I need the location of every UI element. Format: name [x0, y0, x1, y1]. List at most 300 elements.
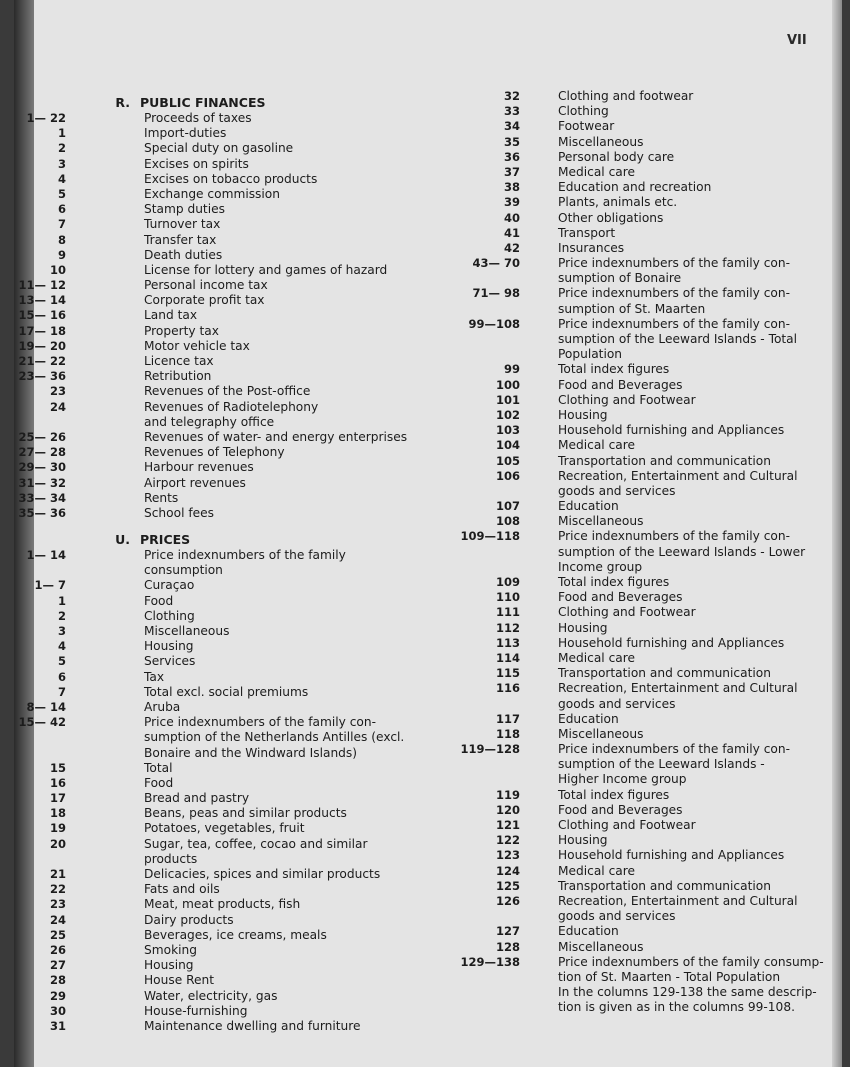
item-description: Insurances — [558, 240, 625, 255]
item-description: Housing — [558, 407, 608, 422]
item-description: Revenues of the Post-office — [144, 384, 311, 399]
column-number: 11— 12 — [18, 278, 66, 293]
list-item — [450, 742, 830, 757]
column-number: 24 — [49, 912, 66, 927]
column-number: 15 — [49, 760, 66, 775]
column-number: 112 — [495, 620, 520, 635]
item-description: Price indexnumbers of the family con- — [558, 529, 791, 544]
list-item — [14, 973, 434, 988]
item-description: tion of St. Maarten - Total Population — [558, 969, 781, 984]
column-number: 35— 36 — [18, 505, 66, 520]
list-item — [14, 278, 434, 293]
list-item — [450, 423, 830, 438]
list-item — [14, 157, 434, 172]
column-number: 23 — [49, 897, 66, 912]
column-number: 99—108 — [468, 316, 520, 331]
list-item — [14, 776, 434, 791]
item-description: Retribution — [144, 369, 212, 384]
item-description: Clothing — [558, 104, 609, 119]
item-description: House Rent — [144, 973, 214, 988]
column-number: 24 — [49, 399, 66, 414]
item-description: Education and recreation — [558, 180, 712, 195]
item-description: Dairy products — [144, 912, 234, 927]
list-item — [450, 909, 830, 924]
item-description: Clothing and Footwear — [558, 392, 696, 407]
column-number: 18 — [49, 806, 66, 821]
list-item — [14, 141, 434, 156]
column-number: 121 — [495, 818, 520, 832]
item-description: Food — [144, 775, 174, 790]
column-number: 13— 14 — [18, 293, 66, 308]
list-item — [450, 286, 830, 301]
item-description: Water, electricity, gas — [144, 988, 278, 1003]
list-item — [450, 864, 830, 879]
column-number: 40 — [503, 210, 520, 225]
column-number: 20 — [49, 836, 66, 851]
column-number: 26 — [49, 942, 66, 957]
item-description: goods and services — [558, 696, 676, 711]
list-item — [14, 263, 434, 278]
item-description: sumption of Bonaire — [558, 271, 682, 286]
column-number: 36 — [503, 149, 520, 164]
column-number: 25 — [49, 927, 66, 942]
column-number: 122 — [495, 833, 520, 848]
item-description: Bread and pastry — [144, 791, 250, 806]
list-item — [450, 924, 830, 939]
list-item — [450, 362, 830, 377]
column-number: 4 — [57, 639, 66, 654]
list-item — [450, 621, 830, 636]
list-item — [450, 712, 830, 727]
column-number: 125 — [495, 878, 520, 893]
list-item — [450, 955, 830, 970]
item-description: Plants, animals etc. — [558, 195, 678, 210]
column-number: 22 — [49, 882, 66, 897]
list-item — [450, 636, 830, 651]
column-number: 15— 42 — [18, 715, 66, 730]
list-item — [450, 438, 830, 453]
section-title: PRICES — [140, 532, 191, 548]
item-description: Price indexnumbers of the family — [144, 548, 346, 563]
item-description: Price indexnumbers of the family con- — [558, 256, 791, 271]
item-description: tion is given as in the columns 99-108. — [558, 1000, 795, 1015]
list-item — [14, 476, 434, 491]
item-description: Death duties — [144, 247, 223, 262]
item-description: Services — [144, 654, 196, 669]
item-description: In the columns 129-138 the same descrip- — [558, 985, 817, 1000]
item-description: Recreation, Entertainment and Cultural — [558, 468, 798, 483]
item-description: Fats and oils — [144, 882, 220, 897]
item-description: Meat, meat products, fish — [144, 897, 301, 912]
column-number: 103 — [495, 423, 520, 438]
column-number: 33 — [503, 104, 520, 119]
list-item — [14, 369, 434, 384]
list-item — [450, 89, 830, 104]
list-item — [14, 308, 434, 323]
column-number: 113 — [495, 635, 520, 650]
list-item — [14, 913, 434, 928]
item-description: Total index figures — [558, 575, 670, 589]
item-description: Miscellaneous — [144, 624, 230, 638]
column-number: 1 — [57, 593, 66, 608]
list-item — [14, 791, 434, 806]
item-description: Airport revenues — [144, 475, 246, 490]
column-number: 34 — [503, 119, 520, 134]
list-item — [450, 256, 830, 271]
list-item — [450, 848, 830, 863]
column-number: 32 — [503, 89, 520, 103]
item-description: Revenues of Telephony — [144, 445, 285, 460]
column-number: 2 — [57, 141, 66, 156]
column-number: 107 — [495, 499, 520, 514]
column-number: 21— 22 — [18, 354, 66, 368]
item-description: Education — [558, 924, 619, 939]
section-title: PUBLIC FINANCES — [140, 95, 266, 110]
column-number: 124 — [495, 863, 520, 878]
section-heading-public-finances — [14, 94, 434, 111]
item-description: Turnover tax — [144, 217, 221, 232]
list-item — [450, 469, 830, 484]
list-item — [450, 302, 830, 317]
column-number: 6 — [57, 669, 66, 684]
column-number: 43— 70 — [472, 256, 520, 271]
list-item — [450, 150, 830, 165]
list-item — [14, 563, 434, 578]
item-description: Corporate profit tax — [144, 293, 265, 308]
item-description: Clothing and Footwear — [558, 605, 696, 620]
item-description: Potatoes, vegetables, fruit — [144, 821, 305, 836]
column-number: 117 — [495, 711, 520, 726]
item-description: sumption of the Netherlands Antilles (excl. — [144, 730, 405, 745]
list-item — [450, 408, 830, 423]
item-description: Tax — [144, 669, 165, 684]
column-number: 17— 18 — [18, 323, 66, 338]
list-item — [450, 1000, 830, 1015]
list-item — [14, 943, 434, 958]
list-item — [14, 761, 434, 776]
item-description: Delicacies, spices and similar products — [144, 867, 381, 881]
item-description: Rents — [144, 490, 179, 505]
list-item — [450, 818, 830, 833]
list-item — [14, 578, 434, 593]
item-description: Medical care — [558, 164, 635, 179]
column-number: 111 — [495, 605, 520, 620]
item-description: Food — [144, 593, 174, 608]
list-item — [450, 484, 830, 499]
list-item — [14, 821, 434, 836]
list-item — [14, 233, 434, 248]
list-item — [14, 806, 434, 821]
item-description: Miscellaneous — [558, 514, 644, 529]
column-number: 7 — [57, 217, 66, 232]
item-description: Footwear — [558, 119, 615, 134]
list-item — [450, 894, 830, 909]
list-item — [14, 624, 434, 639]
item-description: Other obligations — [558, 210, 664, 225]
list-item — [450, 119, 830, 134]
item-description: Beverages, ice creams, meals — [144, 927, 327, 942]
item-description: Housing — [558, 620, 608, 635]
list-item — [14, 111, 434, 126]
list-item — [14, 685, 434, 700]
list-item — [450, 727, 830, 742]
item-description: Housing — [144, 958, 194, 973]
list-item — [450, 529, 830, 544]
list-item — [14, 715, 434, 730]
column-number: 27— 28 — [18, 445, 66, 460]
public-finances-list — [14, 111, 434, 521]
item-description: sumption of the Leeward Islands - Total — [558, 332, 798, 346]
item-description: Education — [558, 711, 619, 726]
column-number: 9 — [57, 247, 66, 262]
right-column — [450, 89, 830, 1015]
list-item — [14, 506, 434, 521]
item-description: Import-duties — [144, 126, 227, 141]
list-item — [14, 958, 434, 973]
item-description: Land tax — [144, 308, 198, 323]
column-number: 1 — [57, 126, 66, 141]
list-item — [450, 575, 830, 590]
item-description: Stamp duties — [144, 202, 225, 217]
item-description: Recreation, Entertainment and Cultural — [558, 893, 798, 908]
item-description: House-furnishing — [144, 1003, 248, 1018]
item-description: Transportation and communication — [558, 666, 771, 681]
item-description: Miscellaneous — [558, 726, 644, 741]
column-number: 23 — [49, 384, 66, 399]
list-item — [14, 400, 434, 415]
item-description: Total index figures — [558, 362, 670, 377]
column-number: 25— 26 — [18, 429, 66, 444]
list-item — [450, 165, 830, 180]
column-number: 8— 14 — [26, 699, 66, 714]
list-item — [450, 393, 830, 408]
list-item — [14, 293, 434, 308]
item-description: goods and services — [558, 483, 676, 498]
list-item — [450, 833, 830, 848]
list-item — [14, 609, 434, 624]
list-item — [450, 605, 830, 620]
column-number: 19— 20 — [18, 338, 66, 353]
item-description: Household furnishing and Appliances — [558, 423, 785, 438]
column-number: 16 — [49, 775, 66, 790]
list-item — [14, 324, 434, 339]
item-description: Smoking — [144, 942, 197, 957]
list-item — [450, 985, 830, 1000]
column-number: 2 — [57, 608, 66, 623]
item-description: Income group — [558, 559, 643, 574]
item-description: License for lottery and games of hazard — [144, 262, 388, 277]
column-number: 109 — [495, 575, 520, 589]
list-item — [14, 1004, 434, 1019]
item-description: Medical care — [558, 863, 635, 878]
item-description: sumption of St. Maarten — [558, 301, 706, 316]
item-description: Bonaire and the Windward Islands) — [144, 745, 358, 760]
item-description: Proceeds of taxes — [144, 111, 252, 125]
list-item — [14, 594, 434, 609]
list-item — [450, 757, 830, 772]
list-item — [450, 590, 830, 605]
list-item — [450, 940, 830, 955]
column-number: 129—138 — [460, 954, 520, 969]
list-item — [450, 666, 830, 681]
list-item — [450, 135, 830, 150]
item-description: Food and Beverages — [558, 590, 683, 605]
list-item — [14, 897, 434, 912]
section-letter: R. — [115, 95, 130, 110]
list-item — [450, 697, 830, 712]
column-number: 30 — [49, 1003, 66, 1018]
list-item — [450, 378, 830, 393]
list-item — [450, 514, 830, 529]
item-description: Exchange commission — [144, 186, 280, 201]
item-description: School fees — [144, 505, 214, 520]
list-item — [450, 180, 830, 195]
list-item — [14, 670, 434, 685]
list-item — [14, 248, 434, 263]
column-number: 1— 14 — [26, 548, 66, 563]
item-description: Clothing and footwear — [558, 89, 694, 103]
list-item — [14, 415, 434, 430]
list-item — [14, 837, 434, 852]
item-description: Property tax — [144, 323, 219, 338]
item-description: Clothing and Footwear — [558, 818, 696, 832]
column-number: 6 — [57, 202, 66, 217]
item-description: Personal body care — [558, 149, 675, 164]
list-item — [14, 989, 434, 1004]
item-description: Excises on tobacco products — [144, 171, 318, 186]
column-number: 17 — [49, 791, 66, 806]
list-item — [450, 499, 830, 514]
column-number: 31— 32 — [18, 475, 66, 490]
column-number: 29— 30 — [18, 460, 66, 475]
list-item — [14, 928, 434, 943]
document-page — [14, 0, 842, 1067]
item-description: Medical care — [558, 650, 635, 665]
item-description: Household furnishing and Appliances — [558, 848, 785, 863]
column-number: 42 — [503, 240, 520, 255]
list-item — [14, 384, 434, 399]
item-description: goods and services — [558, 909, 676, 924]
item-description: Transportation and communication — [558, 453, 771, 468]
column-number: 108 — [495, 514, 520, 529]
item-description: Household furnishing and Appliances — [558, 635, 785, 650]
item-description: Total excl. social premiums — [144, 684, 309, 699]
item-description: Licence tax — [144, 354, 214, 368]
column-number: 119 — [495, 787, 520, 802]
column-number: 35 — [503, 134, 520, 149]
column-number: 1— 22 — [26, 111, 66, 125]
list-item — [14, 639, 434, 654]
list-item — [450, 104, 830, 119]
item-description: Price indexnumbers of the family con- — [558, 742, 791, 757]
item-description: Miscellaneous — [558, 134, 644, 149]
list-item — [14, 746, 434, 761]
list-item — [14, 460, 434, 475]
prices-list — [14, 548, 434, 1034]
column-number: 118 — [495, 726, 520, 741]
column-number: 29 — [49, 988, 66, 1003]
list-item — [450, 347, 830, 362]
item-description: Price indexnumbers of the family con- — [144, 715, 377, 730]
list-item — [450, 332, 830, 347]
column-number: 104 — [495, 438, 520, 453]
item-description: Harbour revenues — [144, 460, 254, 475]
list-item — [450, 803, 830, 818]
item-description: and telegraphy office — [144, 414, 275, 429]
item-description: Excises on spirits — [144, 156, 249, 171]
list-item — [14, 217, 434, 232]
item-description: Beans, peas and similar products — [144, 806, 347, 821]
column-number: 39 — [503, 195, 520, 210]
list-item — [450, 195, 830, 210]
item-description: Total index figures — [558, 787, 670, 802]
list-item — [14, 202, 434, 217]
item-description: Food and Beverages — [558, 802, 683, 817]
list-item — [14, 172, 434, 187]
item-description: Medical care — [558, 438, 635, 453]
list-item — [14, 852, 434, 867]
column-number: 106 — [495, 468, 520, 483]
item-description: Education — [558, 499, 619, 514]
list-item — [14, 882, 434, 897]
list-item — [14, 548, 434, 563]
column-number: 127 — [495, 924, 520, 939]
item-description: Clothing — [144, 608, 195, 623]
item-description: Transfer tax — [144, 232, 217, 247]
column-number: 1— 7 — [34, 578, 66, 593]
column-number: 126 — [495, 893, 520, 908]
list-item — [14, 654, 434, 669]
column-number: 116 — [495, 681, 520, 696]
column-number: 5 — [57, 186, 66, 201]
column-number: 105 — [495, 453, 520, 468]
list-item — [14, 187, 434, 202]
item-description: Price indexnumbers of the family consump- — [558, 954, 824, 969]
column-number: 28 — [49, 973, 66, 988]
column-number: 114 — [495, 650, 520, 665]
item-description: Curaçao — [144, 578, 195, 593]
list-item — [450, 772, 830, 787]
list-item — [450, 681, 830, 696]
column-number: 102 — [495, 407, 520, 422]
list-item — [450, 560, 830, 575]
item-description: Transport — [558, 225, 616, 240]
column-number: 33— 34 — [18, 490, 66, 505]
list-item — [450, 317, 830, 332]
item-description: consumption — [144, 563, 223, 578]
item-description: Transportation and communication — [558, 878, 771, 893]
item-description: Miscellaneous — [558, 939, 644, 954]
column-number: 119—128 — [460, 742, 520, 757]
column-number: 37 — [503, 164, 520, 179]
item-description: Motor vehicle tax — [144, 338, 250, 353]
column-number: 128 — [495, 939, 520, 954]
column-number: 8 — [57, 232, 66, 247]
section-heading-prices — [14, 531, 434, 548]
list-item — [14, 126, 434, 141]
list-item — [450, 241, 830, 256]
list-item — [450, 211, 830, 226]
column-number: 71— 98 — [472, 286, 520, 301]
page-edge — [832, 0, 842, 1067]
column-number: 110 — [495, 590, 520, 605]
list-item — [450, 226, 830, 241]
item-description: products — [144, 851, 198, 866]
column-number: 5 — [57, 654, 66, 669]
item-description: Price indexnumbers of the family con- — [558, 286, 791, 301]
list-item — [450, 271, 830, 286]
item-description: sumption of the Leeward Islands - Lower — [558, 544, 806, 559]
